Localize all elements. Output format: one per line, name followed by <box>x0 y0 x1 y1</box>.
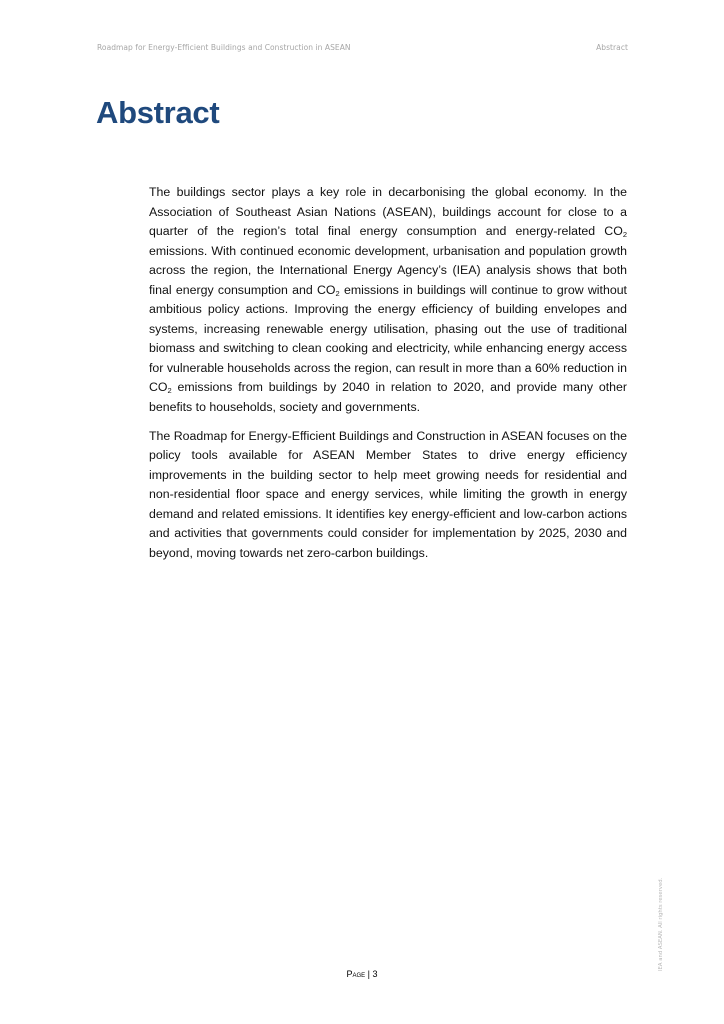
page-footer <box>0 969 724 979</box>
page-title: Abstract <box>96 95 220 130</box>
co2-subscript: 2 <box>167 386 172 395</box>
abstract-paragraph-2: The Roadmap for Energy-Efficient Buildings and Construction in ASEAN focuses on the policy tools available for ASEAN Member States to drive energy efficiency improvements in the building sector to help meet growing needs for residential and non-residential floor space and energy services, while limiting the growth in energy demand and related emissions. It identifies key energy-efficient and low-carbon actions and activities that governments could consider for implementation by 2025, 2030 and beyond, moving towards net zero-carbon buildings. <box>149 428 628 560</box>
abstract-body <box>149 183 627 573</box>
co2-subscript: 2 <box>335 288 340 298</box>
page-separator: | <box>365 969 373 979</box>
paragraph-1-segment-4: emissions from buildings by 2040 in relation to 2020, and provide many other benefits to households, society and governments. <box>149 380 627 414</box>
running-header <box>97 43 628 52</box>
page-label: Page <box>346 969 366 979</box>
header-section-name: Abstract <box>596 43 628 52</box>
abstract-paragraph-1 <box>149 183 627 417</box>
page-number: 3 <box>372 969 378 979</box>
paragraph-1-segment-1: The buildings sector plays a key role in decarbonising the global economy. In the Association of Southeast Asian Nations (ASEAN), buildings account for close to a quarter of the region’s total final energy consumption and energy-related CO <box>149 185 627 238</box>
copyright-side-note: IEA and ASEAN. All rights reserved. <box>658 878 664 972</box>
paragraph-1-segment-2: emissions. With continued economic development, urbanisation and population growth across the region, the International Energy Agency’s (IEA) analysis shows that both final energy consumption and CO <box>149 243 627 297</box>
co2-subscript: 2 <box>622 230 627 239</box>
header-document-title: Roadmap for Energy-Efficient Buildings and Construction in ASEAN <box>97 43 351 52</box>
paragraph-1-segment-3: emissions in buildings will continue to grow without ambitious policy actions. Improving the energy efficiency of building envelopes and systems, increasing renewable energy utilisation, phasing out the use of traditional biomass and switching to clean cooking and electricity, while enhancing energy access for vulnerable households across the region, can result in more than a 60% reduction in CO <box>149 282 627 394</box>
